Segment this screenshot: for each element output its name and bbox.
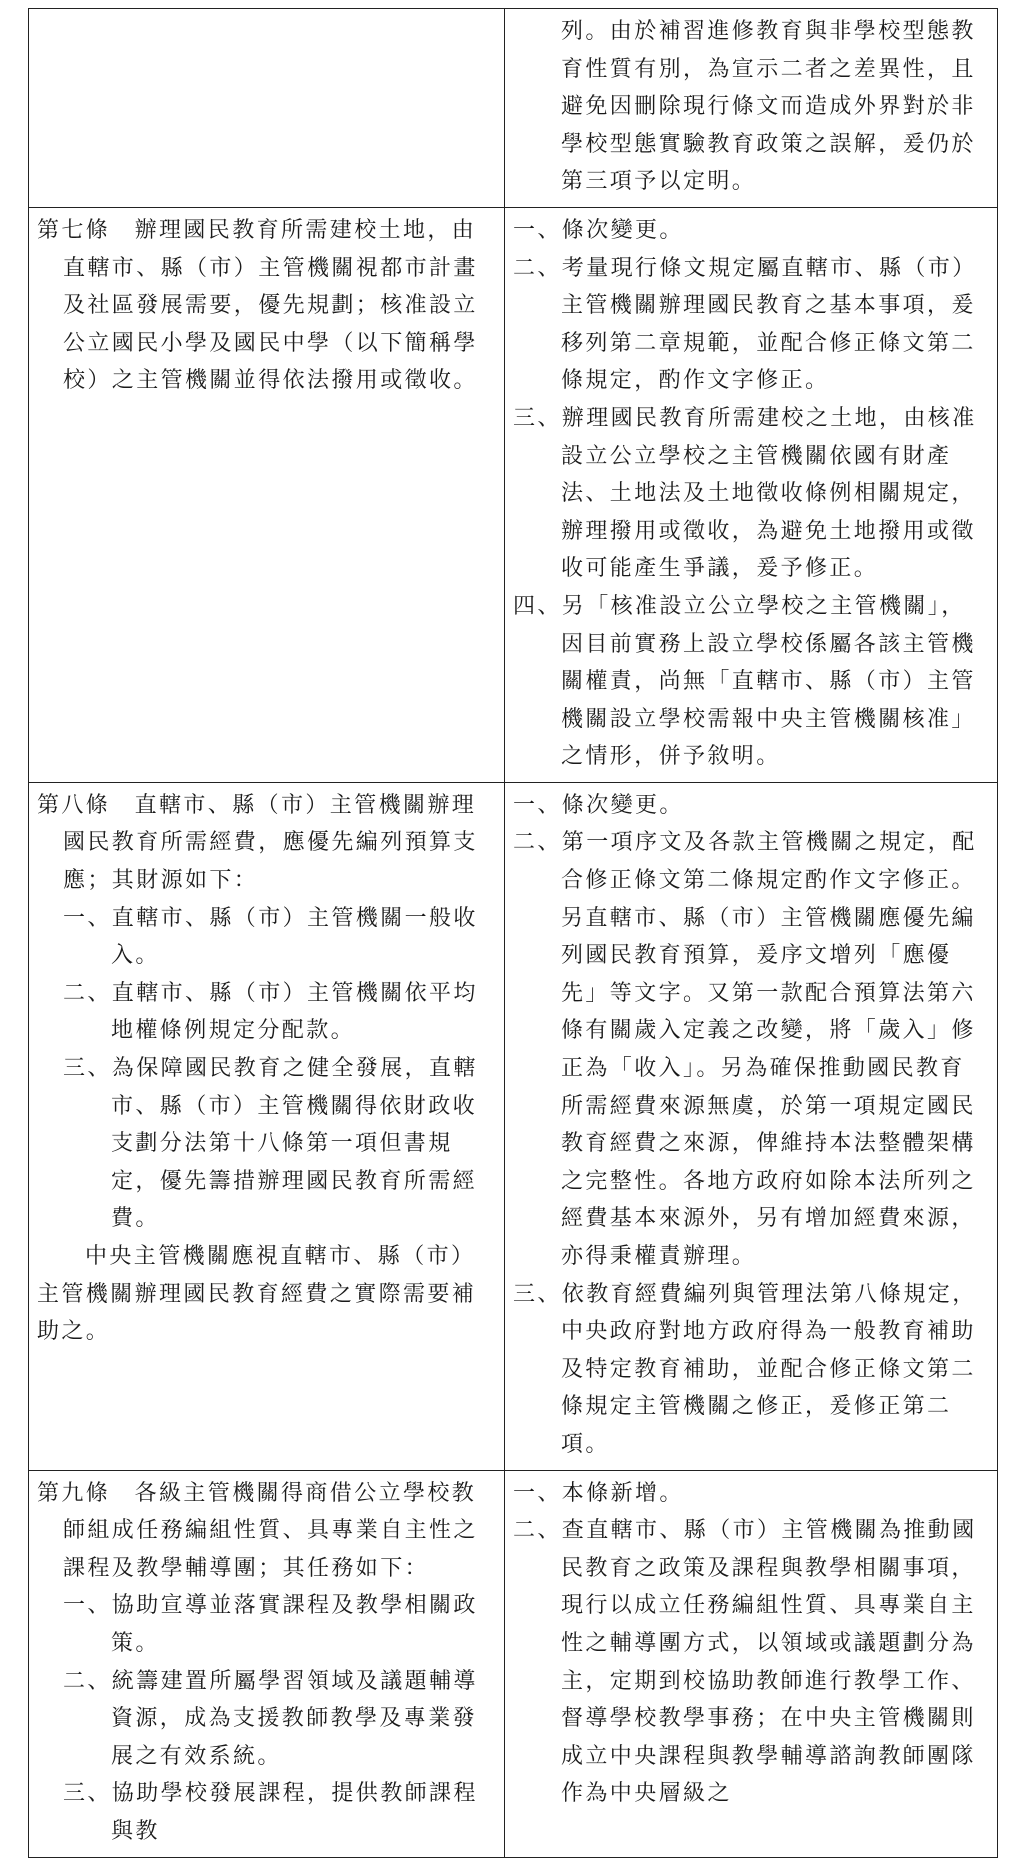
article-item: 二、統籌建置所屬學習領域及議題輔導資源，成為支援教師教學及專業發展之有效系統。: [63, 1668, 478, 1769]
explanation-item: 二、第一項序文及各款主管機關之規定，配合修正條文第二條規定酌作文字修正。另直轄市、縣（市）主管機關應優先編列國民教育預算，爰序文增列「應優先」等文字。又第一款配合預算法第六條有關歲入定義之改變，將「歲入」修正為「收入」。另為確保推動國民教育所需經費來源無虞，於第一項規定國民教育經費之來源，俾維持本法整體架構之完整性。各地方政府如除本法所列之經費基本來源外，另有增加經費來源，亦得秉權責辦理。: [513, 830, 977, 1269]
amended-article-cell: [29, 207, 505, 782]
article-paragraph: 中央主管機關應視直轄市、縣（市）主管機關辦理國民教育經費之實際需要補助之。: [37, 1244, 477, 1345]
amended-article-cell: [29, 782, 505, 1470]
article-9-text: 第九條 各級主管機關得商借公立學校教師組成任務編組性質、具專業自主性之課程及教學輔導團；其任務如下：: [37, 1480, 478, 1581]
article-item: 三、協助學校發展課程，提供教師課程與教: [63, 1781, 478, 1844]
comparison-table: [28, 8, 998, 1858]
amended-article-cell: [29, 1470, 505, 1857]
table-row: [29, 1470, 998, 1857]
amended-article-cell: [29, 9, 505, 208]
table-row: [29, 9, 998, 208]
explanation-cell: [505, 782, 998, 1470]
explanation-item: 一、條次變更。: [513, 217, 684, 243]
explanation-item: 三、辦理國民教育所需建校之土地，由核准設立公立學校之主管機關依國有財產法、土地法及土地徵收條例相關規定，辦理撥用或徵收，為避免土地撥用或徵收可能產生爭議，爰予修正。: [513, 405, 977, 582]
explanation-cell: [505, 1470, 998, 1857]
article-8-text: 第八條 直轄市、縣（市）主管機關辦理國民教育所需經費，應優先編列預算支應；其財源如下：: [37, 792, 478, 894]
explanation-item: 二、查直轄市、縣（市）主管機關為推動國民教育之政策及課程與教學相關事項，現行以成立任務編組性質、具專業自主性之輔導團方式，以領域或議題劃分為主，定期到校協助教師進行教學工作、督導學校教學事務；在中央主管機關則成立中央課程與教學輔導諮詢教師團隊作為中央層級之: [513, 1518, 977, 1807]
table-row: [29, 782, 998, 1470]
explanation-item: 四、另「核准設立公立學校之主管機關」，因目前實務上設立學校係屬各該主管機關權責，尚無「直轄市、縣（市）主管機關設立學校需報中央主管機關核准」之情形，併予敘明。: [513, 593, 976, 770]
explanation-cell: [505, 9, 998, 208]
explanation-cell: [505, 207, 998, 782]
explanation-item: 一、條次變更。: [513, 792, 684, 818]
article-7-text: 第七條 辦理國民教育所需建校土地，由直轄市、縣（市）主管機關視都市計畫及社區發展需要，優先規劃；核准設立公立國民小學及國民中學（以下簡稱學校）之主管機關並得依法撥用或徵收。: [37, 217, 478, 394]
explanation-continued: 列。由於補習進修教育與非學校型態教育性質有別，為宣示二者之差異性，且避免因刪除現行條文而造成外界對於非學校型態實驗教育政策之誤解，爰仍於第三項予以定明。: [561, 19, 976, 195]
explanation-item: 一、本條新增。: [513, 1480, 684, 1506]
article-item: 一、直轄市、縣（市）主管機關一般收入。: [63, 905, 478, 969]
article-item: 一、協助宣導並落實課程及教學相關政策。: [63, 1593, 478, 1656]
explanation-item: 二、考量現行條文規定屬直轄市、縣（市）主管機關辦理國民教育之基本事項，爰移列第二章規範，並配合修正條文第二條規定，酌作文字修正。: [513, 255, 977, 394]
article-item: 三、為保障國民教育之健全發展，直轄市、縣（市）主管機關得依財政收支劃分法第十八條第一項但書規定，優先籌措辦理國民教育所需經費。: [63, 1056, 478, 1232]
explanation-item: 三、依教育經費編列與管理法第八條規定，中央政府對地方政府得為一般教育補助及特定教育補助，並配合修正條文第二條規定主管機關之修正，爰修正第二項。: [513, 1281, 977, 1457]
table-row: [29, 207, 998, 782]
article-item: 二、直轄市、縣（市）主管機關依平均地權條例規定分配款。: [63, 980, 478, 1044]
